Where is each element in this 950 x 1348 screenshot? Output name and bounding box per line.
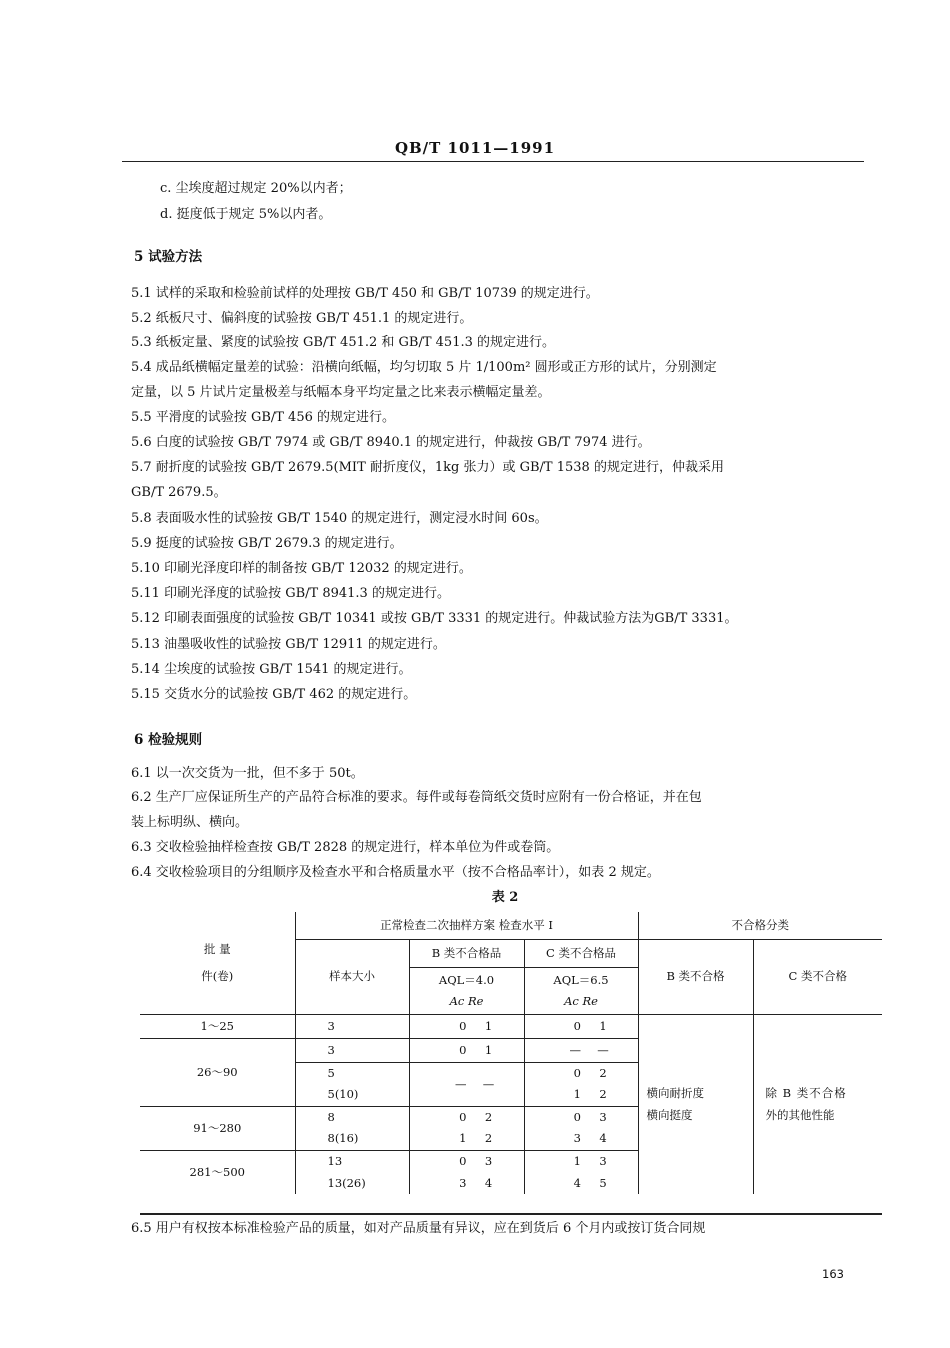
row5-c: [524, 1106, 638, 1128]
row5-b-re: 2: [484, 1109, 493, 1124]
lot-281-500: 281～500: [140, 1150, 295, 1194]
row3-b-ac: —: [455, 1076, 467, 1091]
row3-c: [524, 1062, 638, 1084]
header-c-defective: C 类不合格品: [524, 939, 638, 967]
row6-c-re: 4: [599, 1131, 607, 1146]
row1-b-ac: 0: [459, 1018, 467, 1033]
header-lot-line1: 批 量: [203, 941, 231, 956]
row7-b-re: 3: [484, 1153, 493, 1168]
header-class: 不合格分类: [638, 912, 882, 939]
clause-6-2-line2: 装上标明纵、横向。: [131, 815, 249, 830]
row8-c-ac: 4: [573, 1175, 581, 1190]
row2-c-ac: —: [569, 1042, 581, 1057]
table-bottom-rule: [140, 1213, 882, 1215]
section-6-title: 6 检验规则: [134, 732, 203, 748]
row8-c: [524, 1172, 638, 1194]
row5-c-ac: 0: [573, 1109, 581, 1124]
row3-size: 5: [295, 1062, 409, 1084]
lot-26-90: 26～90: [140, 1038, 295, 1106]
row4-c: [524, 1084, 638, 1106]
row8-b: [409, 1172, 524, 1194]
row1-b: [409, 1014, 524, 1038]
clause-5-7-line1: 5.7 耐折度的试验按 GB/T 2679.5(MIT 耐折度仪，1kg 张力）或 GB/T 1538 的规定进行，仲裁采用: [131, 460, 724, 475]
clause-5-12: 5.12 印刷表面强度的试验按 GB/T 10341 或按 GB/T 3331 的规定进行。仲裁试验方法为GB/T 3331。: [131, 611, 738, 626]
clause-5-15: 5.15 交货水分的试验按 GB/T 462 的规定进行。: [131, 687, 417, 702]
header-lot-line2: 件(卷): [201, 968, 234, 983]
row2-b: [409, 1038, 524, 1062]
row5-size: 8: [295, 1106, 409, 1128]
clause-5-4-line2: 定量，以 5 片试片定量极差与纸幅本身平均定量之比来表示横幅定量差。: [131, 385, 551, 400]
row3-c-ac: 0: [573, 1065, 581, 1080]
lot-1-25: 1～25: [140, 1014, 295, 1038]
row6-c-ac: 3: [573, 1131, 581, 1146]
row4-size: 5(10): [295, 1084, 409, 1106]
c-item-line2: 外的其他性能: [765, 1107, 835, 1122]
row2-b-re: 1: [484, 1042, 493, 1057]
row6-b: [409, 1128, 524, 1150]
row6-b-re: 2: [484, 1131, 493, 1146]
row5-b: [409, 1106, 524, 1128]
row6-size: 8(16): [295, 1128, 409, 1150]
item-d: d. 挺度低于规定 5%以内者。: [160, 207, 332, 222]
row4-c-re: 2: [599, 1087, 607, 1102]
clause-6-1: 6.1 以一次交货为一批，但不多于 50t。: [131, 766, 364, 781]
clause-5-13: 5.13 油墨吸收性的试验按 GB/T 12911 的规定进行。: [131, 637, 446, 652]
row7-c-re: 3: [599, 1153, 607, 1168]
aql-c-value: AQL＝6.5: [553, 972, 609, 987]
row1-c: [524, 1014, 638, 1038]
table-2: [140, 912, 882, 1194]
row1-c-re: 1: [599, 1018, 607, 1033]
aql-b-value: AQL＝4.0: [438, 972, 495, 987]
row5-c-re: 3: [599, 1109, 607, 1124]
row2-c-re: —: [597, 1042, 609, 1057]
clause-5-4-line1: 5.4 成品纸横幅定量差的试验：沿横向纸幅，均匀切取 5 片 1/100m² 圆形或正方形的试片，分别测定: [131, 360, 717, 375]
header-b-defective: B 类不合格品: [409, 939, 524, 967]
standard-header: QB/T 1011—1991: [394, 139, 556, 157]
row2-b-ac: 0: [459, 1042, 467, 1057]
table-caption: 表 2: [491, 890, 519, 905]
header-sample-size: 样本大小: [295, 939, 409, 1014]
clause-5-7-line2: GB/T 2679.5。: [131, 485, 227, 500]
header-c-class: C 类不合格: [753, 939, 882, 1014]
row7-b: [409, 1150, 524, 1172]
row2-c: [524, 1038, 638, 1062]
b-item-fold: 横向耐折度: [646, 1085, 704, 1100]
row4-c-ac: 1: [573, 1087, 581, 1102]
row8-size: 13(26): [295, 1172, 409, 1194]
clause-6-3: 6.3 交收检验抽样检查按 GB/T 2828 的规定进行，样本单位为件或卷筒。: [131, 840, 560, 855]
row7-c: [524, 1150, 638, 1172]
clause-5-2: 5.2 纸板尺寸、偏斜度的试验按 GB/T 451.1 的规定进行。: [131, 311, 473, 326]
header-rule: [122, 161, 864, 162]
clause-5-14: 5.14 尘埃度的试验按 GB/T 1541 的规定进行。: [131, 662, 412, 677]
page-number: 163: [822, 1267, 844, 1281]
clause-6-2-line1: 6.2 生产厂应保证所生产的产品符合标准的要求。每件或每卷筒纸交货时应附有一份合格证，并在包: [131, 790, 702, 805]
row5-b-ac: 0: [459, 1109, 467, 1124]
lot-91-280: 91～280: [140, 1106, 295, 1150]
clause-5-1: 5.1 试样的采取和检验前试样的处理按 GB/T 450 和 GB/T 10739 的规定进行。: [131, 286, 599, 301]
row7-b-ac: 0: [459, 1153, 467, 1168]
row1-c-ac: 0: [573, 1018, 581, 1033]
ac-re-c: Ac Re: [564, 993, 598, 1008]
row8-b-ac: 3: [459, 1175, 467, 1190]
c-class-items: [753, 1014, 882, 1194]
clause-5-6: 5.6 白度的试验按 GB/T 7974 或 GB/T 8940.1 的规定进行，仲裁按 GB/T 7974 进行。: [131, 435, 651, 450]
row7-size: 13: [295, 1150, 409, 1172]
row1-b-re: 1: [484, 1018, 493, 1033]
row8-b-re: 4: [484, 1175, 493, 1190]
clause-6-5: 6.5 用户有权按本标准检验产品的质量，如对产品质量有异议，应在到货后 6 个月内或按订货合同规: [131, 1221, 706, 1236]
clause-6-4: 6.4 交收检验项目的分组顺序及检查水平和合格质量水平（按不合格品率计），如表 2 规定。: [131, 865, 660, 880]
row3-c-re: 2: [599, 1065, 607, 1080]
clause-5-8: 5.8 表面吸水性的试验按 GB/T 1540 的规定进行，测定浸水时间 60s。: [131, 511, 548, 526]
header-lot: [140, 912, 295, 1014]
b-item-stiffness: 横向挺度: [646, 1107, 693, 1122]
clause-5-11: 5.11 印刷光泽度的试验按 GB/T 8941.3 的规定进行。: [131, 586, 450, 601]
row1-size: 3: [295, 1014, 409, 1038]
header-plan: 正常检查二次抽样方案 检查水平 I: [295, 912, 638, 939]
row7-c-ac: 1: [573, 1153, 581, 1168]
clause-5-10: 5.10 印刷光泽度印样的制备按 GB/T 12032 的规定进行。: [131, 561, 472, 576]
b-class-items: [638, 1014, 753, 1194]
clause-5-9: 5.9 挺度的试验按 GB/T 2679.3 的规定进行。: [131, 536, 403, 551]
header-aql-b: [409, 967, 524, 1014]
clause-5-3: 5.3 纸板定量、紧度的试验按 GB/T 451.2 和 GB/T 451.3 的规定进行。: [131, 335, 556, 350]
item-c: c. 尘埃度超过规定 20%以内者；: [160, 181, 352, 196]
row2-size: 3: [295, 1038, 409, 1062]
row8-c-re: 5: [599, 1175, 607, 1190]
row6-c: [524, 1128, 638, 1150]
clause-5-5: 5.5 平滑度的试验按 GB/T 456 的规定进行。: [131, 410, 396, 425]
header-b-class: B 类不合格: [638, 939, 753, 1014]
row3-b-re: —: [482, 1076, 495, 1091]
ac-re-b: Ac Re: [449, 993, 484, 1008]
row3-b: [409, 1062, 524, 1106]
section-5-title: 5 试验方法: [134, 249, 203, 265]
c-item-line1: 除 B 类不合格: [765, 1085, 847, 1100]
header-aql-c: [524, 967, 638, 1014]
row6-b-ac: 1: [459, 1131, 467, 1146]
